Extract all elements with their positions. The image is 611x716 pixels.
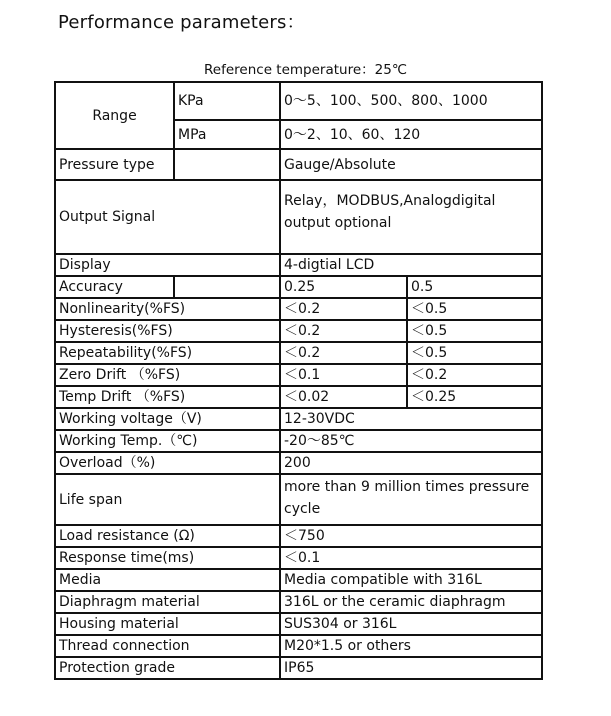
table-row [55,613,542,635]
range-kpa-unit: KPa [174,82,280,120]
metric-label: Temp Drift （%FS) [55,386,280,408]
metric-b: ＜0.5 [407,342,542,364]
row-value: -20～85℃ [280,430,542,452]
metric-a: ＜0.2 [280,320,407,342]
empty-cell [174,149,280,180]
table-row [55,276,542,298]
row-value: M20*1.5 or others [280,635,542,657]
metric-b: ＜0.5 [407,298,542,320]
metric-a: ＜0.2 [280,342,407,364]
row-label: Diaphragm material [55,591,280,613]
reference-temperature: Reference temperature：25℃ [204,62,407,78]
range-mpa-values: 0～2、10、60、120 [280,120,542,149]
row-label: Working voltage（V) [55,408,280,430]
table-row [55,298,542,320]
table-row [55,386,542,408]
range-mpa-unit: MPa [174,120,280,149]
table-row [55,180,542,254]
row-label: Protection grade [55,657,280,679]
table-row [55,635,542,657]
metric-b: ＜0.2 [407,364,542,386]
row-value: 316L or the ceramic diaphragm [280,591,542,613]
row-label: Load resistance (Ω) [55,525,280,547]
metric-label: Repeatability(%FS) [55,342,280,364]
metric-label: Hysteresis(%FS) [55,320,280,342]
pressure-type-value: Gauge/Absolute [280,149,542,180]
table-row [55,525,542,547]
row-label: Overload（%) [55,452,280,474]
display-label: Display [55,254,280,276]
metric-a: ＜0.2 [280,298,407,320]
row-value: ＜750 [280,525,542,547]
table-row [55,364,542,386]
row-label: Response time(ms) [55,547,280,569]
row-value: 12-30VDC [280,408,542,430]
table-row [55,342,542,364]
table-row [55,474,542,525]
table-row [55,82,542,120]
range-kpa-values: 0～5、100、500、800、1000 [280,82,542,120]
row-value: Media compatible with 316L [280,569,542,591]
row-label: Media [55,569,280,591]
table-row [55,452,542,474]
row-value: SUS304 or 316L [280,613,542,635]
table-row [55,149,542,180]
accuracy-b: 0.5 [407,276,542,298]
page-title: Performance parameters： [58,12,305,33]
empty-cell [174,276,280,298]
row-label: Working Temp.（℃) [55,430,280,452]
table-row [55,320,542,342]
accuracy-a: 0.25 [280,276,407,298]
row-label: Thread connection [55,635,280,657]
row-value: ＜0.1 [280,547,542,569]
accuracy-label: Accuracy [55,276,174,298]
table-row [55,569,542,591]
table-row [55,591,542,613]
performance-table [54,81,543,680]
table-row [55,547,542,569]
display-value: 4-digtial LCD [280,254,542,276]
metric-b: ＜0.25 [407,386,542,408]
table-row [55,254,542,276]
metric-label: Zero Drift （%FS) [55,364,280,386]
life-span-label: Life span [55,474,280,525]
table-row [55,430,542,452]
metric-b: ＜0.5 [407,320,542,342]
output-signal-value: Relay，MODBUS,Analogdigital output optional [280,180,542,254]
row-value: IP65 [280,657,542,679]
metric-a: ＜0.1 [280,364,407,386]
table-row [55,408,542,430]
metric-label: Nonlinearity(%FS) [55,298,280,320]
row-value: 200 [280,452,542,474]
life-span-value: more than 9 million times pressure cycle [280,474,542,525]
output-signal-label: Output Signal [55,180,280,254]
pressure-type-label: Pressure type [55,149,174,180]
range-label: Range [55,82,174,149]
row-label: Housing material [55,613,280,635]
table-row [55,657,542,679]
metric-a: ＜0.02 [280,386,407,408]
